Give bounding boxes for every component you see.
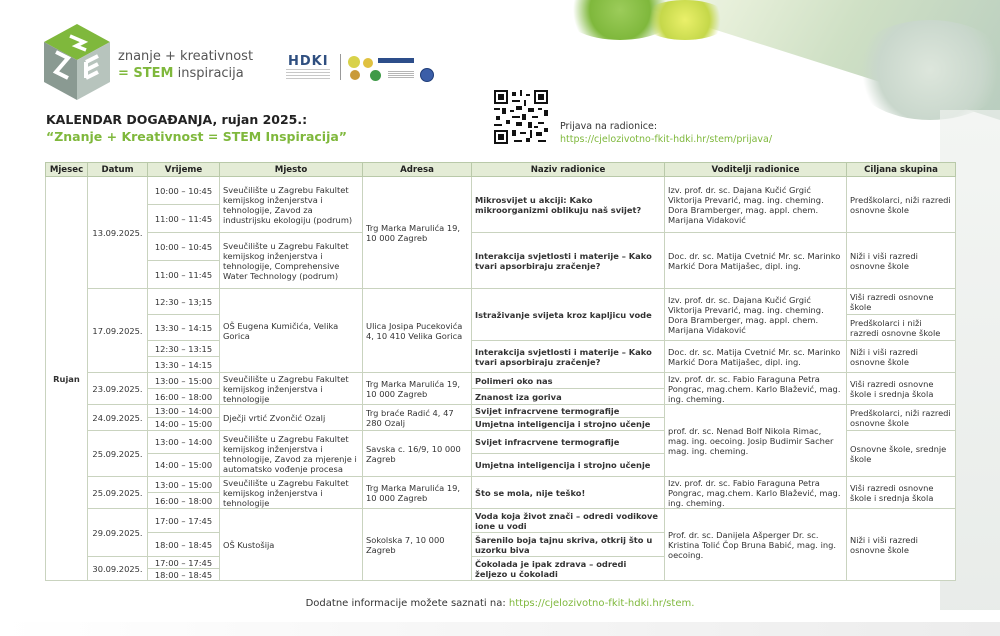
- time-cell: 13:30 – 14:15: [148, 315, 220, 341]
- date-cell: 25.09.2025.: [88, 477, 148, 509]
- leaders-cell: Doc. dr. sc. Matija Cvetnić Mr. sc. Marinko Markić Dora Matijašec, dipl. ing.: [665, 233, 847, 289]
- table-row: [46, 373, 956, 389]
- partner-logo-5: [378, 58, 414, 63]
- workshop-cell: Umjetna inteligencija i strojno učenje: [472, 454, 665, 477]
- date-cell: 23.09.2025.: [88, 373, 148, 405]
- workshop-cell: Šarenilo boja tajnu skriva, otkrij što u uzorku biva: [472, 533, 665, 557]
- partner-logo-4: [370, 70, 381, 81]
- leaders-cell: Izv. prof. dr. sc. Fabio Faraguna Petra Pongrac, mag.chem. Karlo Blažević, mag. ing. cheming.: [665, 373, 847, 405]
- group-cell: Niži i viši razredi osnovne škole: [847, 509, 956, 581]
- place-cell: Dječji vrtić Zvončić Ozalj: [220, 405, 363, 431]
- col-header-workshop: Naziv radionice: [472, 163, 665, 177]
- leaders-cell: prof. dr. sc. Nenad Bolf Nikola Rimac, mag. ing. oecoing. Josip Budimir Sacher mag. ing. cheming.: [665, 405, 847, 477]
- time-cell: 10:00 – 10:45: [148, 177, 220, 205]
- address-cell: Sokolska 7, 10 000 Zagreb: [363, 509, 472, 581]
- page-title: KALENDAR DOGAĐANJA, rujan 2025.:: [46, 112, 308, 127]
- time-cell: 14:00 – 15:00: [148, 418, 220, 431]
- partner-logo-2: [350, 70, 360, 80]
- leaders-cell: Izv. prof. dr. sc. Dajana Kučić Grgić Viktorija Prevarić, mag. ing. cheming. Dora Bramberger, mag. appl. chem. Marijana Vidaković: [665, 289, 847, 341]
- month-cell: Rujan: [46, 177, 88, 581]
- place-cell: Sveučilište u Zagrebu Fakultet kemijskog inženjerstva i tehnologije: [220, 477, 363, 509]
- partner-logo-1: [348, 56, 360, 68]
- table-row: [46, 233, 956, 261]
- workshop-cell: Polimeri oko nas: [472, 373, 665, 389]
- zse-logo: [42, 22, 112, 102]
- time-cell: 13:00 – 14:00: [148, 405, 220, 418]
- address-cell: Trg Marka Marulića 19, 10 000 Zagreb: [363, 177, 472, 289]
- workshop-cell: Svijet infracrvene termografije: [472, 431, 665, 454]
- time-cell: 13:30 – 14:15: [148, 357, 220, 373]
- partner-logo-6: [388, 70, 414, 78]
- group-cell: Viši razredi osnovne škole i srednja škola: [847, 373, 956, 405]
- place-cell: Sveučilište u Zagrebu Fakultet kemijskog inženjerstva i tehnologije, Zavod za industrijsku ekologiju (podrum): [220, 177, 363, 233]
- table-row: [46, 289, 956, 315]
- hdki-logo-subtext: [286, 69, 330, 79]
- page-subtitle: “Znanje + Kreativnost = STEM Inspiracija”: [46, 129, 348, 144]
- workshop-cell: Mikrosvijet u akciji: Kako mikroorganizmi oblikuju naš svijet?: [472, 177, 665, 233]
- tagline-inspiration: inspiracija: [177, 66, 244, 81]
- workshop-cell: Čokolada je ipak zdrava – odredi željezo u čokoladi: [472, 557, 665, 581]
- time-cell: 13:00 – 14:00: [148, 431, 220, 454]
- date-cell: 25.09.2025.: [88, 431, 148, 477]
- time-cell: 13:00 – 15:00: [148, 373, 220, 389]
- tagline-stem: = STEM: [118, 66, 174, 81]
- col-header-date: Datum: [88, 163, 148, 177]
- col-header-place: Mjesto: [220, 163, 363, 177]
- place-cell: OŠ Eugena Kumičića, Velika Gorica: [220, 289, 363, 373]
- address-cell: Trg Marka Marulića 19, 10 000 Zagreb: [363, 477, 472, 509]
- table-row: [46, 405, 956, 418]
- workshop-cell: Umjetna inteligencija i strojno učenje: [472, 418, 665, 431]
- group-cell: Viši razredi osnovne škole: [847, 289, 956, 315]
- date-cell: 17.09.2025.: [88, 289, 148, 373]
- address-cell: Savska c. 16/9, 10 000 Zagreb: [363, 431, 472, 477]
- footer-info: [0, 598, 1000, 609]
- time-cell: 14:00 – 15:00: [148, 454, 220, 477]
- place-cell: Sveučilište u Zagrebu Fakultet kemijskog inženjerstva i tehnologije, Zavod za mjerenje i automatsko vođenje procesa: [220, 431, 363, 477]
- time-cell: 10:00 – 10:45: [148, 233, 220, 261]
- group-cell: Osnovne škole, srednje škole: [847, 431, 956, 477]
- time-cell: 16:00 – 18:00: [148, 493, 220, 509]
- footer-text: Dodatne informacije možete saznati na:: [305, 598, 506, 609]
- group-cell: Predškolarci, niži razredi osnovne škole: [847, 405, 956, 431]
- time-cell: 13:00 – 15:00: [148, 477, 220, 493]
- registration-link[interactable]: https://cjelozivotno-fkit-hdki.hr/stem/prijava/: [560, 134, 773, 145]
- group-cell: Viši razredi osnovne škole i srednja škola: [847, 477, 956, 509]
- time-cell: 11:00 – 11:45: [148, 261, 220, 289]
- schedule-table: [45, 162, 956, 581]
- partner-logo-3: [363, 58, 373, 68]
- col-header-time: Vrijeme: [148, 163, 220, 177]
- workshop-cell: Voda koja život znači – odredi vodikove ione u vodi: [472, 509, 665, 533]
- hdki-logo: HDKI: [288, 54, 329, 69]
- group-cell: Predškolarci, niži razredi osnovne škole: [847, 177, 956, 233]
- lab-photo-sample: [640, 0, 730, 40]
- lab-photo-flask: [850, 20, 1000, 120]
- leaders-cell: Izv. prof. dr. sc. Dajana Kučić Grgić Viktorija Prevarić, mag. ing. cheming. Dora Bramberger, mag. appl. chem. Marijana Vidaković: [665, 177, 847, 233]
- registration-label: Prijava na radionice:: [560, 121, 658, 132]
- time-cell: 11:00 – 11:45: [148, 205, 220, 233]
- time-cell: 12:30 – 13:15: [148, 341, 220, 357]
- address-cell: Ulica Josipa Pucekovića 4, 10 410 Velika Gorica: [363, 289, 472, 373]
- time-cell: 17:00 – 17:45: [148, 509, 220, 533]
- workshop-cell: Interakcija svjetlosti i materije – Kako tvari apsorbiraju zračenje?: [472, 341, 665, 373]
- table-row: [46, 341, 956, 357]
- workshop-cell: Što se mola, nije teško!: [472, 477, 665, 509]
- workshop-cell: Interakcija svjetlosti i materije – Kako tvari apsorbiraju zračenje?: [472, 233, 665, 289]
- workshop-cell: Istraživanje svijeta kroz kapljicu vode: [472, 289, 665, 341]
- workshop-cell: Svijet infracrvene termografije: [472, 405, 665, 418]
- footer-band: [0, 622, 1000, 636]
- group-cell: Niži i viši razredi osnovne škole: [847, 233, 956, 289]
- workshop-cell: Znanost iza goriva: [472, 389, 665, 405]
- time-cell: 18:00 – 18:45: [148, 569, 220, 581]
- time-cell: 12:30 – 13;15: [148, 289, 220, 315]
- address-cell: Trg braće Radić 4, 47 280 Ozalj: [363, 405, 472, 431]
- footer-link[interactable]: https://cjelozivotno-fkit-hdki.hr/stem.: [508, 598, 695, 609]
- leaders-cell: Izv. prof. dr. sc. Fabio Faraguna Petra Pongrac, mag.chem. Karlo Blažević, mag. ing. cheming.: [665, 477, 847, 509]
- col-header-leaders: Voditelji radionice: [665, 163, 847, 177]
- time-cell: 16:00 – 18:00: [148, 389, 220, 405]
- logo-tagline: [118, 48, 253, 82]
- logo-divider: [340, 54, 341, 80]
- date-cell: 30.09.2025.: [88, 557, 148, 581]
- col-header-address: Adresa: [363, 163, 472, 177]
- col-header-group: Ciljana skupina: [847, 163, 956, 177]
- qr-code[interactable]: [494, 90, 548, 144]
- leaders-cell: Doc. dr. sc. Matija Cvetnić Mr. sc. Marinko Markić Dora Matijašec, dipl. ing.: [665, 341, 847, 373]
- date-cell: 13.09.2025.: [88, 177, 148, 289]
- group-cell: Niži i viši razredi osnovne škole: [847, 341, 956, 373]
- group-cell: Predškolarci i niži razredi osnovne škole: [847, 315, 956, 341]
- table-row: [46, 177, 956, 205]
- place-cell: Sveučilište u Zagrebu Fakultet kemijskog inženjerstva i tehnologije: [220, 373, 363, 405]
- date-cell: 29.09.2025.: [88, 509, 148, 557]
- tagline-line1: znanje + kreativnost: [118, 49, 254, 64]
- address-cell: Trg Marka Marulića 19, 10 000 Zagreb: [363, 373, 472, 405]
- col-header-month: Mjesec: [46, 163, 88, 177]
- place-cell: Sveučilište u Zagrebu Fakultet kemijskog inženjerstva i tehnologije, Comprehensive Water Technology (podrum): [220, 233, 363, 289]
- table-row: [46, 509, 956, 533]
- time-cell: 18:00 – 18:45: [148, 533, 220, 557]
- partner-logo-7: [420, 68, 434, 82]
- place-cell: OŠ Kustošija: [220, 509, 363, 581]
- time-cell: 17:00 – 17:45: [148, 557, 220, 569]
- table-header-row: [46, 163, 956, 177]
- leaders-cell: Prof. dr. sc. Danijela Ašperger Dr. sc. Kristina Tolić Čop Bruna Babić, mag. ing. oecoing.: [665, 509, 847, 581]
- date-cell: 24.09.2025.: [88, 405, 148, 431]
- table-row: [46, 477, 956, 493]
